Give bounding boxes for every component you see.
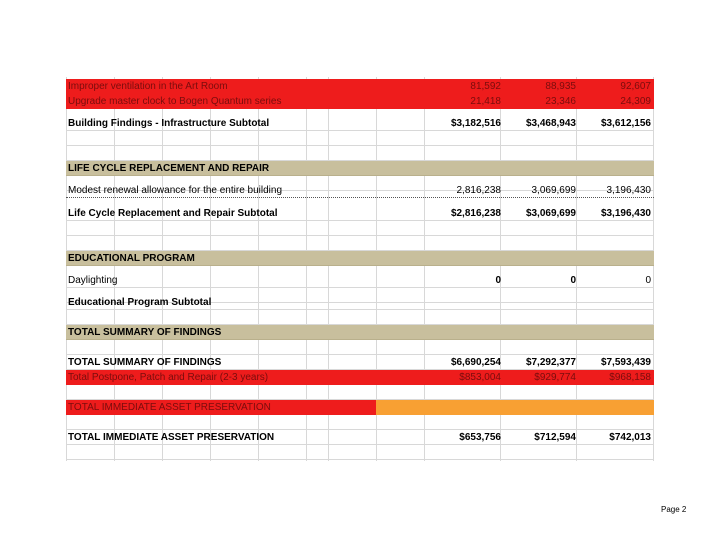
row-value-3: 3,196,430 (606, 185, 651, 196)
table-row (66, 183, 654, 198)
row-value-3: 0 (645, 275, 651, 286)
row-value-1: 21,418 (470, 96, 501, 107)
row-label: Life Cycle Replacement and Repair Subtotal (68, 208, 278, 219)
table-row (66, 340, 654, 355)
row-value-2: $7,292,377 (525, 357, 576, 368)
table-row (66, 415, 654, 430)
row-label: TOTAL IMMEDIATE ASSET PRESERVATION (68, 432, 275, 443)
table-row (66, 236, 654, 251)
row-value-3: $742,013 (609, 432, 651, 443)
row-label: Upgrade master clock to Bogen Quantum series (68, 96, 282, 107)
table-row (66, 273, 654, 288)
section-header (66, 161, 654, 176)
table-row (66, 385, 654, 400)
row-value-3: $3,196,430 (600, 208, 651, 219)
row-value-3: 92,607 (620, 81, 651, 92)
row-value-2: 88,935 (545, 81, 576, 92)
row-value-2: 3,069,699 (531, 185, 576, 196)
row-label: Total Postpone, Patch and Repair (2-3 years) (68, 372, 269, 383)
row-label: Daylighting (68, 275, 118, 286)
spreadsheet (66, 77, 654, 461)
row-label: TOTAL SUMMARY OF FINDINGS (68, 357, 222, 368)
table-row (66, 355, 654, 370)
row-value-1: 2,816,238 (456, 185, 501, 196)
table-row (66, 400, 654, 415)
row-value-1: $853,004 (459, 372, 501, 383)
row-label: TOTAL SUMMARY OF FINDINGS (68, 327, 222, 338)
row-value-2: $929,774 (534, 372, 576, 383)
row-value-2: $712,594 (534, 432, 576, 443)
row-label: TOTAL IMMEDIATE ASSET PRESERVATION (68, 402, 271, 413)
table-row (66, 146, 654, 161)
row-label: EDUCATIONAL PROGRAM (68, 253, 195, 264)
table-row (66, 445, 654, 460)
row-value-1: $6,690,254 (450, 357, 501, 368)
row-value-3: $3,612,156 (600, 118, 651, 129)
table-row (66, 206, 654, 221)
row-label: LIFE CYCLE REPLACEMENT AND REPAIR (68, 163, 270, 174)
table-row (66, 79, 654, 94)
table-row (66, 295, 654, 310)
row-label: Building Findings - Infrastructure Subtotal (68, 118, 270, 129)
row-value-3: $7,593,439 (600, 357, 651, 368)
row-value-3: 24,309 (620, 96, 651, 107)
row-value-2: 23,346 (545, 96, 576, 107)
page-number: Page 2 (661, 505, 687, 514)
row-value-1: $3,182,516 (450, 118, 501, 129)
row-value-1: 81,592 (470, 81, 501, 92)
table-row (66, 310, 654, 325)
section-header (66, 251, 654, 266)
row-value-1: 0 (495, 275, 501, 286)
row-value-2: $3,468,943 (525, 118, 576, 129)
row-label: Improper ventilation in the Art Room (68, 81, 228, 92)
row-label: Educational Program Subtotal (68, 297, 212, 308)
highlight-block (376, 400, 654, 415)
row-value-1: $653,756 (459, 432, 501, 443)
table-row (66, 430, 654, 445)
table-row (66, 131, 654, 146)
row-value-2: $3,069,699 (525, 208, 576, 219)
row-value-2: 0 (570, 275, 576, 286)
table-row (66, 94, 654, 109)
row-value-1: $2,816,238 (450, 208, 501, 219)
row-label: Modest renewal allowance for the entire building (68, 185, 283, 196)
table-row (66, 116, 654, 131)
row-value-3: $968,158 (609, 372, 651, 383)
table-row (66, 370, 654, 385)
section-header (66, 325, 654, 340)
table-row (66, 221, 654, 236)
